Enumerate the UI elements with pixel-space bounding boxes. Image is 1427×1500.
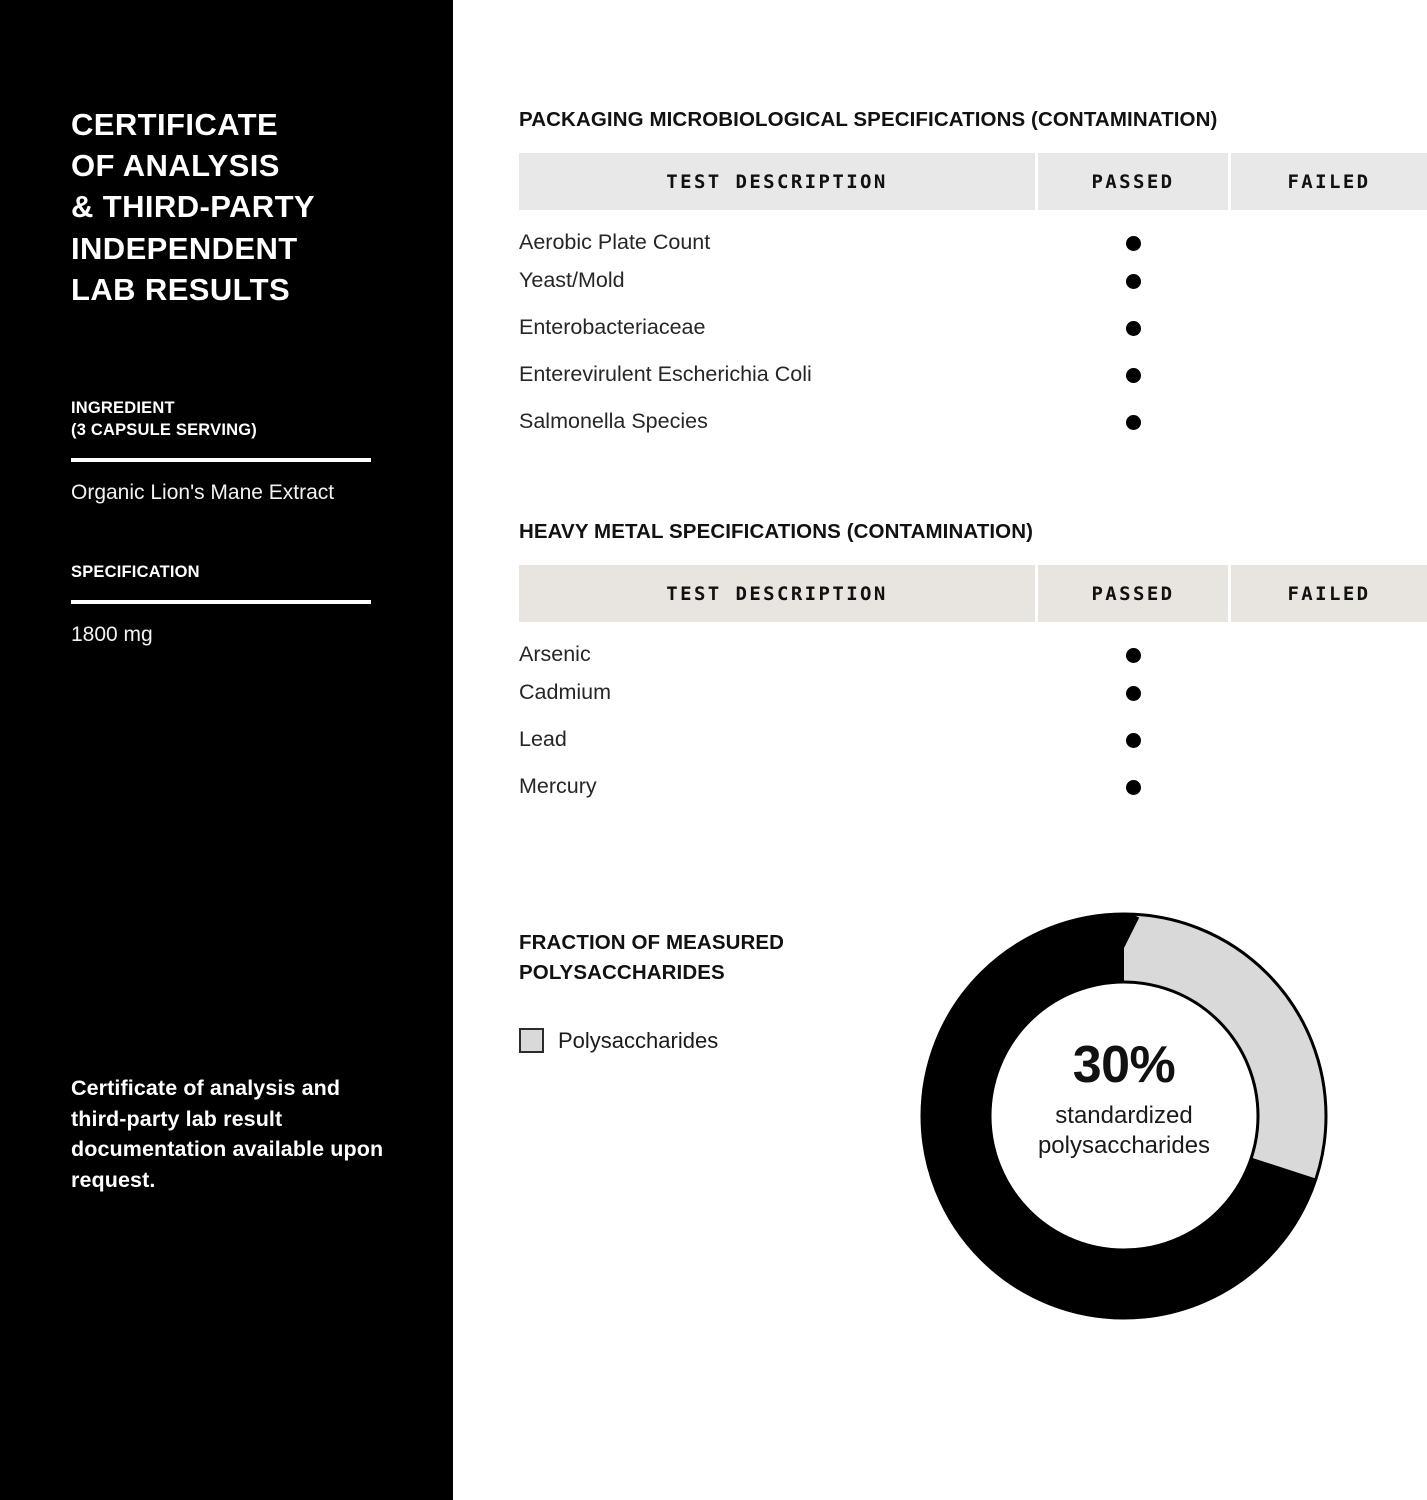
donut-center-label <box>915 1036 1333 1161</box>
metal-row-3-passed <box>1038 763 1228 810</box>
micro-col-failed: FAILED <box>1231 153 1427 210</box>
metal-row-3-description: Mercury <box>519 774 597 798</box>
metal-row-0-description: Arsenic <box>519 642 591 666</box>
donut-heading-line-2: POLYSACCHARIDES <box>519 960 725 984</box>
ingredient-divider <box>71 458 371 462</box>
page-title <box>71 104 393 310</box>
donut-percent-value: 30% <box>1072 1036 1176 1094</box>
specification-divider <box>71 600 371 604</box>
micro-col-passed: PASSED <box>1038 153 1228 210</box>
donut-sub-label <box>915 1101 1333 1161</box>
page-title-line-1: CERTIFICATE <box>71 107 279 142</box>
table-header-row <box>519 565 1427 622</box>
metal-section <box>519 520 1427 810</box>
ingredient-label-line-1: INGREDIENT <box>71 399 175 418</box>
table-row <box>519 669 1427 716</box>
metal-row-3-failed <box>1231 763 1427 810</box>
specification-label: SPECIFICATION <box>71 562 200 581</box>
donut-heading <box>519 928 919 988</box>
micro-row-2-description: Enterobacteriaceae <box>519 315 706 339</box>
passed-dot-icon <box>1126 686 1141 701</box>
micro-row-1-passed <box>1038 257 1228 304</box>
metal-row-1-description: Cadmium <box>519 680 611 704</box>
sidebar <box>0 0 453 1500</box>
table-row <box>519 351 1427 398</box>
micro-row-4-passed <box>1038 398 1228 445</box>
metal-row-1-failed <box>1231 669 1427 716</box>
donut-chart <box>915 907 1333 1325</box>
table-row <box>519 622 1427 669</box>
table-header-row <box>519 153 1427 210</box>
metal-section-title: HEAVY METAL SPECIFICATIONS (CONTAMINATION) <box>519 520 1034 543</box>
micro-row-4-description: Salmonella Species <box>519 409 708 433</box>
micro-col-description: TEST DESCRIPTION <box>519 153 1035 210</box>
ingredient-label <box>71 398 393 442</box>
table-row <box>519 210 1427 257</box>
micro-section-title: PACKAGING MICROBIOLOGICAL SPECIFICATIONS (CONTAMINATION) <box>519 108 1218 131</box>
micro-table <box>516 153 1427 445</box>
micro-row-2-failed <box>1231 304 1427 351</box>
ingredient-block <box>71 398 393 507</box>
micro-row-2-passed <box>1038 304 1228 351</box>
metal-row-0-failed <box>1231 622 1427 669</box>
passed-dot-icon <box>1126 321 1141 336</box>
passed-dot-icon <box>1126 733 1141 748</box>
table-row <box>519 716 1427 763</box>
micro-row-1-description: Yeast/Mold <box>519 268 625 292</box>
page-title-line-3: & THIRD-PARTY <box>71 189 315 225</box>
micro-row-3-description: Enterevirulent Escherichia Coli <box>519 362 812 386</box>
donut-heading-line-1: FRACTION OF MEASURED <box>519 931 785 954</box>
specification-block <box>71 562 393 649</box>
specification-value: 1800 mg <box>71 622 153 646</box>
ingredient-label-line-2: (3 CAPSULE SERVING) <box>71 421 257 440</box>
legend-label-polysaccharides: Polysaccharides <box>558 1027 719 1053</box>
polysaccharide-chart-section <box>519 928 1427 1358</box>
page-title-line-4: INDEPENDENT <box>71 230 298 266</box>
micro-row-3-passed <box>1038 351 1228 398</box>
metal-col-description: TEST DESCRIPTION <box>519 565 1035 622</box>
micro-row-0-failed <box>1231 210 1427 257</box>
passed-dot-icon <box>1126 780 1141 795</box>
micro-row-1-failed <box>1231 257 1427 304</box>
passed-dot-icon <box>1126 648 1141 663</box>
legend-swatch-icon <box>519 1028 544 1053</box>
donut-sub-line-1: standardized <box>1055 1102 1193 1129</box>
metal-row-2-failed <box>1231 716 1427 763</box>
metal-col-passed: PASSED <box>1038 565 1228 622</box>
main-content <box>453 0 1427 1500</box>
ingredient-value: Organic Lion's Mane Extract <box>71 480 335 504</box>
passed-dot-icon <box>1126 415 1141 430</box>
passed-dot-icon <box>1126 274 1141 289</box>
metal-col-failed: FAILED <box>1231 565 1427 622</box>
metal-table <box>516 565 1427 810</box>
page-title-line-5: LAB RESULTS <box>71 271 291 307</box>
passed-dot-icon <box>1126 368 1141 383</box>
availability-note: Certificate of analysis and third-party lab result documentation available upon request. <box>71 1076 384 1192</box>
page-title-line-2: OF ANALYSIS <box>71 148 280 184</box>
table-row <box>519 398 1427 445</box>
micro-row-0-description: Aerobic Plate Count <box>519 230 711 254</box>
micro-row-4-failed <box>1231 398 1427 445</box>
table-row <box>519 257 1427 304</box>
table-row <box>519 763 1427 810</box>
donut-sub-line-2: polysaccharides <box>1037 1132 1211 1159</box>
metal-row-0-passed <box>1038 622 1228 669</box>
micro-row-0-passed <box>1038 210 1228 257</box>
metal-row-1-passed <box>1038 669 1228 716</box>
table-row <box>519 304 1427 351</box>
metal-row-2-passed <box>1038 716 1228 763</box>
metal-row-2-description: Lead <box>519 727 567 751</box>
micro-row-3-failed <box>1231 351 1427 398</box>
passed-dot-icon <box>1126 236 1141 251</box>
